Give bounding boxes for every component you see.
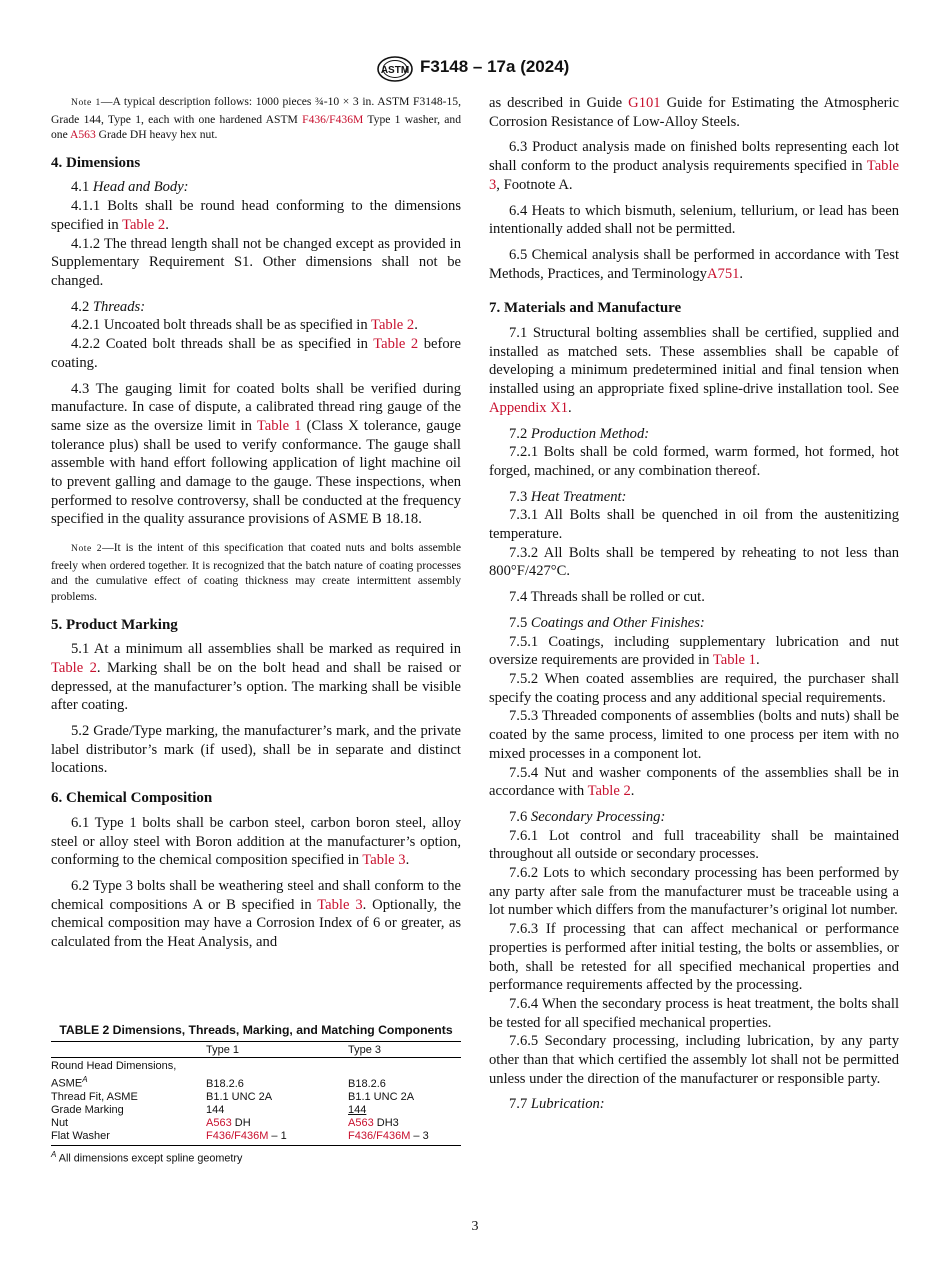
para-5-1: 5.1 At a minimum all assemblies shall be marked as required in Table 2. Marking shall be on the bolt head and shall be raised or depressed, at the manufacturer’s option. The marking shall be visible after coating.: [51, 641, 461, 714]
link-f436[interactable]: F436/F436M: [302, 112, 364, 126]
para-4-2: 4.2 Threads:: [71, 298, 146, 315]
link-f436[interactable]: F436/F436M: [206, 1129, 269, 1142]
para-7-2: 7.2 Production Method:: [509, 425, 650, 442]
link-table-1[interactable]: Table 1: [256, 417, 302, 434]
para-7-5-3: 7.5.3 Threaded components of assemblies (bolts and nuts) shall be coated by the same process, limited to one process per item with no mixed processes in a component lot.: [489, 708, 899, 762]
link-a563[interactable]: A563: [206, 1116, 232, 1129]
link-a563[interactable]: A563: [70, 128, 96, 142]
section-6-heading: 6. Chemical Composition: [51, 790, 213, 807]
para-7-3: 7.3 Heat Treatment:: [509, 488, 627, 505]
astm-logo-icon: [376, 56, 414, 82]
left-column: [51, 94, 461, 952]
para-6-2-continued: as described in Guide G101 Guide for Estimating the Atmospheric Corrosion Resistance of Low-Alloy Steels.: [489, 95, 899, 130]
note-1: Note 1—A typical description follows: 1000 pieces ¾-10 × 3 in. ASTM F3148-15, Grade 144, Type 1, each with one hardened ASTM F436/F436M Type 1 washer, and one A563 Grade DH heavy hex nut.: [51, 95, 462, 142]
link-a751[interactable]: A751: [706, 265, 740, 282]
para-6-5: 6.5 Chemical analysis shall be performed in accordance with Test Methods, Practices, and TerminologyA751.: [489, 246, 899, 282]
table-row: Round Head Dimensions, $ASME^A$ B18.2.6 B18.2.6: [51, 1060, 386, 1090]
para-7-6: 7.6 Secondary Processing:: [509, 808, 666, 825]
table-2-footnote: $^A$ All dimensions except spline geometry: [51, 1149, 243, 1165]
link-table-3[interactable]: Table 3: [489, 158, 899, 193]
para-4-1-1: 4.1.1 Bolts shall be round head conforming to the dimensions specified in Table 2.: [51, 198, 461, 233]
link-table-3[interactable]: Table 3: [317, 896, 363, 913]
para-7-3-2: 7.3.2 All Bolts shall be tempered by reheating to not less than 800°F/427°C.: [489, 544, 899, 580]
para-7-5: 7.5 Coatings and Other Finishes:: [509, 614, 705, 631]
para-4-2-1: 4.2.1 Uncoated bolt threads shall be as specified in Table 2.: [71, 317, 418, 334]
link-table-2[interactable]: Table 2: [587, 783, 631, 800]
page-number: 3: [471, 1219, 479, 1234]
section-5-heading: 5. Product Marking: [51, 616, 178, 633]
link-table-1[interactable]: Table 1: [712, 652, 756, 669]
link-table-2[interactable]: Table 2: [122, 216, 166, 233]
table-2-caption: TABLE 2 Dimensions, Threads, Marking, and Matching Components: [59, 1023, 453, 1037]
link-g101[interactable]: G101: [628, 95, 661, 111]
para-6-3: 6.3 Product analysis made on finished bolts representing each lot shall conform to the product analysis requirements specified in Table 3, Footnote A.: [489, 139, 899, 193]
para-5-2: 5.2 Grade/Type marking, the manufacturer’s mark, and the private label distributor’s mark (if used), shall be in separate and distinct locations.: [51, 723, 461, 777]
link-table-2[interactable]: Table 2: [371, 317, 415, 334]
link-a563[interactable]: A563: [348, 1116, 374, 1129]
document-designation: F3148 – 17a (2024): [420, 57, 570, 76]
para-6-1: 6.1 Type 1 bolts shall be carbon steel, carbon boron steel, alloy steel or alloy steel with Boron addition at the manufacturer’s option, conforming to the chemical composition specified in Table 3.: [51, 814, 461, 869]
para-7-6-5: 7.6.5 Secondary processing, including lubrication, by any party other than that which certified the assembly lot shall not be permitted unless under the direction of the manufacturer or responsible party.: [489, 1033, 899, 1087]
table-2: [51, 1022, 461, 1164]
link-table-3[interactable]: Table 3: [362, 852, 406, 869]
table-row: Nut A563 DH A563 DH3: [51, 1116, 399, 1129]
para-4-1: 4.1 Head and Body:: [71, 179, 189, 196]
section-4-heading: 4. Dimensions: [51, 154, 141, 171]
para-7-6-4: 7.6.4 When the secondary process is heat treatment, the bolts shall be tested for all specified mechanical properties.: [489, 995, 899, 1031]
para-7-7: 7.7 Lubrication:: [509, 1096, 605, 1113]
right-column: [489, 94, 899, 1114]
para-7-4: 7.4 Threads shall be rolled or cut.: [509, 589, 705, 606]
para-7-1: 7.1 Structural bolting assemblies shall be certified, supplied and installed as matched sets. These assemblies shall be capable of developing a minimum predetermined initial and final tension when installed using an appropriate fixed spline-drive installation tool. See Appendix X1.: [489, 325, 899, 416]
table-row: Flat Washer F436/F436M – 1 F436/F436M – 3: [51, 1130, 461, 1146]
link-table-2[interactable]: Table 2: [373, 336, 419, 353]
para-7-6-2: 7.6.2 Lots to which secondary processing has been performed by any party after sale from the manufacturer must be traceable using a lot number which differs from the manufacturer’s original lot number.: [489, 865, 899, 919]
para-7-6-1: 7.6.1 Lot control and full traceability shall be maintained throughout all outside or secondary processes.: [489, 827, 899, 863]
para-4-1-2: 4.1.2 The thread length shall not be changed except as provided in Supplementary Requirement S1. Other dimensions shall not be changed.: [51, 235, 461, 289]
para-4-2-2: 4.2.2 Coated bolt threads shall be as specified in Table 2 before coating.: [51, 336, 461, 371]
link-f436[interactable]: F436/F436M: [348, 1129, 411, 1142]
para-7-6-3: 7.6.3 If processing that can affect mechanical or performance properties is performed after initial testing, the bolts or assemblies, or both, shall be retested for all specified mechanical properties and performance requirements affected by the processing.: [489, 921, 899, 994]
para-7-5-2: 7.5.2 When coated assemblies are required, the purchaser shall specify the coating process and any additional special requirements.: [489, 670, 899, 706]
para-7-2-1: 7.2.1 Bolts shall be cold formed, warm formed, hot formed, hot forged, machined, or any combination thereof.: [489, 444, 899, 479]
para-4-3: 4.3 The gauging limit for coated bolts shall be verified during manufacture. In case of dispute, a calibrated thread ring gauge of the same size as the oversize limit in Table 1 (Class X tolerance, gauge tolerance plus) shall be used to verify conformance. The gauge shall assemble with hand effort following application of light machine oil to prevent galling and damage to the gauge. These inspections, when performed to resolve controversy, shall be conducted at the frequency specified in the quality assurance provisions of ASME B 18.18.: [51, 380, 461, 528]
table-row: Thread Fit, ASME B1.1 UNC 2A B1.1 UNC 2A: [51, 1090, 415, 1103]
table-row: Grade Marking 144 144: [51, 1103, 367, 1116]
table-2-grid: [51, 1041, 461, 1146]
note-2: Note 2—It is the intent of this specification that coated nuts and bolts assemble freely when ordered together. It is recognized that the batch nature of coating processes and the cumulative effect of coating thickness may create intermittent assembly problems.: [51, 541, 461, 603]
svg-text:ASTM: ASTM: [380, 65, 410, 76]
para-7-3-1: 7.3.1 All Bolts shall be quenched in oil from the austenitizing temperature.: [489, 507, 899, 543]
link-table-2[interactable]: Table 2: [51, 659, 97, 676]
page-header: [0, 56, 950, 82]
link-appendix-x1[interactable]: Appendix X1: [489, 399, 569, 416]
para-6-4: 6.4 Heats to which bismuth, selenium, tellurium, or lead has been intentionally added shall not be permitted.: [489, 202, 899, 238]
para-7-5-4: 7.5.4 Nut and washer components of the assemblies shall be in accordance with Table 2.: [489, 764, 899, 800]
section-7-heading: 7. Materials and Manufacture: [489, 300, 682, 317]
para-6-2: 6.2 Type 3 bolts shall be weathering steel and shall conform to the chemical compositions A or B specified in Table 3. Optionally, the chemical composition may have a Corrosion Index of 6 or greater, as calculated from the Heat Analysis, and: [51, 877, 462, 951]
para-7-5-1: 7.5.1 Coatings, including supplementary lubrication and nut oversize requirements are provided in Table 1.: [489, 633, 899, 669]
table-header-row: Type 1 Type 3: [51, 1042, 461, 1058]
